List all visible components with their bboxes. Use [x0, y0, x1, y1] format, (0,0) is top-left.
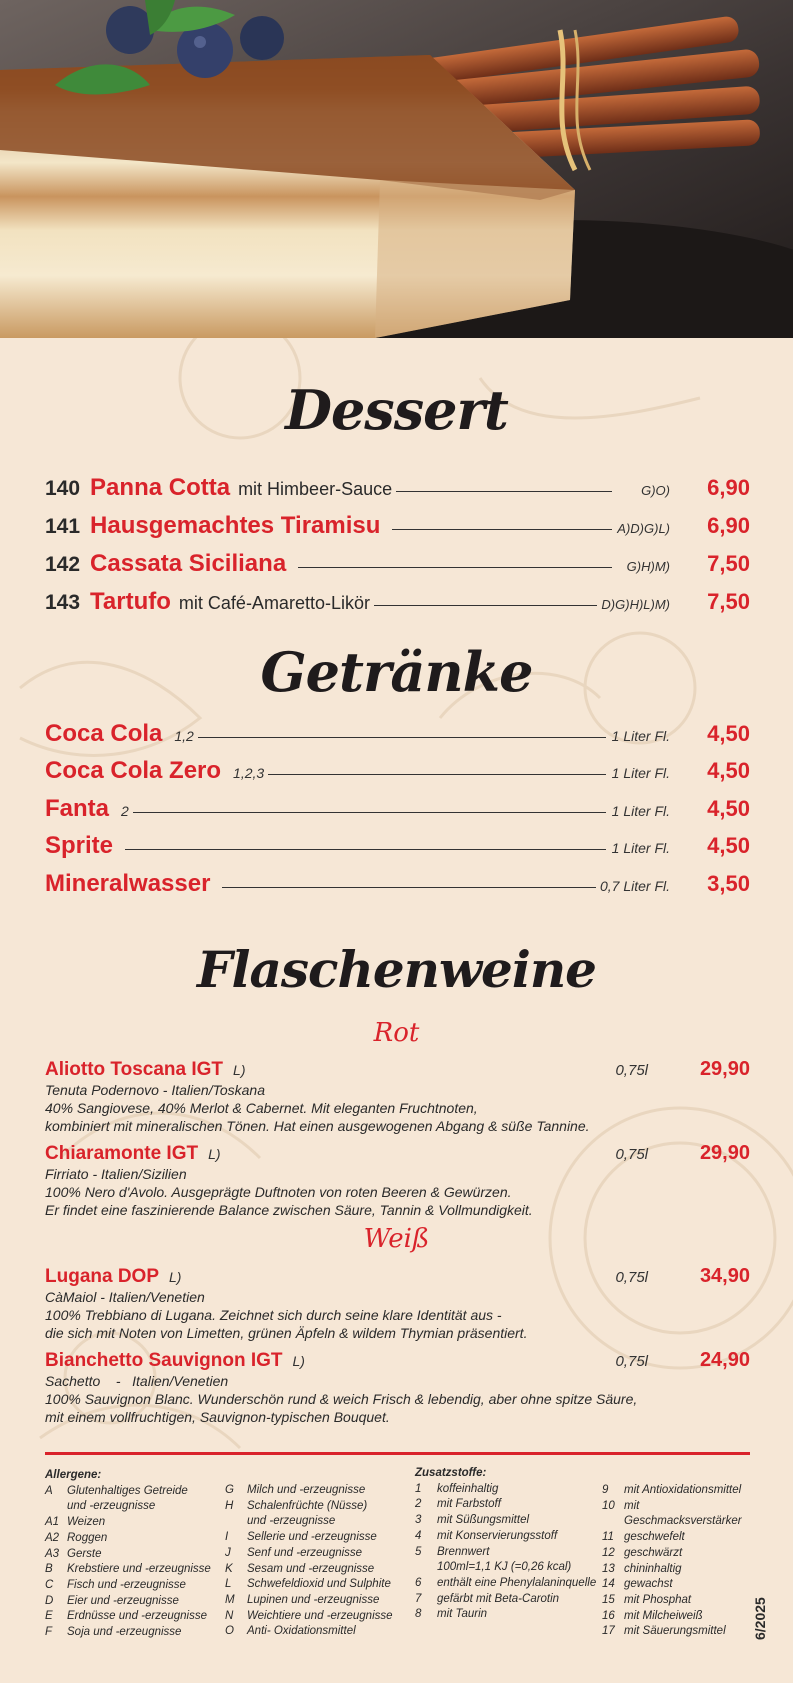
wine-volume: 0,75l	[615, 1062, 648, 1079]
additive-codes: 1,2,3	[233, 765, 265, 781]
legend-text: Senf und -erzeugnisse	[247, 1546, 363, 1559]
leader-line	[396, 491, 612, 492]
legend-item	[45, 1484, 220, 1500]
legend-text: Weizen	[67, 1516, 106, 1529]
item-name: Cassata Siciliana	[90, 550, 287, 577]
drink-row	[45, 870, 750, 902]
legend-code: A3	[45, 1547, 60, 1560]
wine-entry	[45, 1349, 750, 1426]
legend-item	[225, 1546, 405, 1562]
drinks-title: Getränke	[260, 640, 533, 704]
wines-title: Flaschenweine	[196, 940, 596, 999]
leader-line	[392, 529, 612, 530]
allergen-codes: L)	[169, 1269, 182, 1285]
legend-code: 5	[415, 1545, 422, 1558]
wine-description: 100% Sauvignon Blanc. Wunderschön rund & weich Frisch & lebendig, aber ohne spitze Säure,	[45, 1391, 638, 1407]
legend-text: mit Konservierungsstoff	[437, 1529, 558, 1542]
legend-text: Lupinen und -erzeugnisse	[247, 1593, 380, 1606]
legend-text: Schwefeldioxid und Sulphite	[247, 1578, 391, 1591]
legend-item	[45, 1547, 220, 1563]
item-volume: 1 Liter Fl.	[611, 840, 670, 856]
allergen-codes: G)O)	[641, 483, 670, 498]
legend-code: 2	[415, 1498, 422, 1511]
dessert-row	[45, 550, 750, 582]
legend-text: geschwefelt	[624, 1531, 685, 1544]
legend-text: Weichtiere und -erzeugnisse	[247, 1609, 393, 1622]
item-name: Tartufo	[90, 588, 171, 615]
legend-item	[45, 1625, 220, 1641]
red-wine-subtitle: Rot	[373, 1018, 420, 1048]
wine-price: 29,90	[699, 1058, 750, 1080]
legend-text: mit Farbstoff	[437, 1498, 501, 1511]
legend-text: mit Milcheiweiß	[624, 1609, 703, 1622]
legend-text: enthält eine Phenylalaninquelle	[437, 1576, 597, 1589]
legend-item	[225, 1593, 405, 1609]
legend-item	[45, 1609, 220, 1625]
legend-item	[415, 1607, 605, 1623]
legend-code: L	[225, 1578, 232, 1591]
allergens-title: Allergene:	[45, 1469, 102, 1481]
wine-producer: Sachetto - Italien/Venetien	[45, 1373, 229, 1389]
allergen-codes: G)H)M)	[626, 559, 670, 574]
additive-codes: 1,2	[174, 728, 194, 744]
legend-item	[415, 1560, 605, 1576]
dessert-title: Dessert	[285, 378, 508, 442]
legend-text: mit Säuerungsmittel	[624, 1625, 726, 1638]
legend-text: 100ml=1,1 KJ (=0,26 kcal)	[437, 1561, 572, 1574]
wine-name: Lugana DOP	[45, 1266, 160, 1287]
wine-price: 34,90	[699, 1265, 750, 1287]
legend-code: 7	[415, 1592, 422, 1605]
wine-producer: CàMaiol - Italien/Venetien	[45, 1289, 205, 1305]
item-description: mit Café-Amaretto-Likör	[178, 593, 370, 613]
legend-item	[602, 1562, 752, 1578]
legend-text: Gerste	[67, 1547, 102, 1560]
additives-legend-col2	[602, 1483, 752, 1640]
legend-text: mit Taurin	[437, 1608, 488, 1621]
item-name: Coca Cola Zero	[45, 757, 222, 784]
item-price: 4,50	[707, 796, 750, 821]
legend-code	[45, 1499, 67, 1515]
wine-name: Aliotto Toscana IGT	[45, 1059, 224, 1080]
leader-line	[222, 887, 596, 888]
wine-producer: Firriato - Italien/Sizilien	[45, 1166, 187, 1182]
item-price: 4,50	[707, 758, 750, 783]
legend-text: Sellerie und -erzeugnisse	[247, 1531, 377, 1544]
legend-text: und -erzeugnisse	[247, 1515, 336, 1528]
legend-code: 12	[602, 1546, 615, 1559]
item-number: 142	[45, 553, 81, 576]
wine-description: kombiniert mit mineralischen Tönen. Hat einen ausgewogenen Abgang & süße Tannine.	[45, 1118, 590, 1134]
item-volume: 0,7 Liter Fl.	[599, 878, 670, 894]
legend-text: chininhaltig	[624, 1562, 682, 1575]
legend-text: geschwärzt	[624, 1546, 683, 1559]
white-wine-subtitle: Weiß	[363, 1224, 430, 1254]
legend-code: 11	[602, 1531, 614, 1544]
drink-row	[45, 795, 750, 827]
allergen-codes: L)	[208, 1146, 221, 1162]
item-name: Panna Cotta	[90, 474, 231, 501]
legend-item	[45, 1578, 220, 1594]
legend-item	[415, 1545, 605, 1561]
allergens-legend-col1	[45, 1468, 220, 1641]
leader-line	[125, 849, 606, 850]
legend-code: E	[45, 1610, 53, 1623]
allergen-codes: L)	[233, 1062, 246, 1078]
legend-item	[415, 1513, 605, 1529]
dessert-row	[45, 474, 750, 506]
legend-text: und -erzeugnisse	[67, 1500, 156, 1513]
legend-item	[602, 1593, 752, 1609]
wine-name: Chiaramonte IGT	[45, 1143, 199, 1164]
legend-code: 8	[415, 1608, 422, 1621]
legend-code: K	[225, 1562, 233, 1575]
leader-line	[298, 567, 612, 568]
legend-code: A	[45, 1484, 53, 1497]
legend-item	[602, 1577, 752, 1593]
legend-item	[225, 1483, 405, 1499]
dessert-row	[45, 588, 750, 620]
item-number: 140	[45, 477, 81, 500]
legend-code: J	[225, 1546, 231, 1559]
allergen-codes: L)	[292, 1353, 305, 1369]
drink-row	[45, 832, 750, 864]
legend-item	[45, 1594, 220, 1610]
wine-description: 100% Nero d'Avolo. Ausgeprägte Duftnoten von roten Beeren & Gewürzen.	[45, 1184, 512, 1200]
legend-item	[45, 1562, 220, 1578]
dessert-row	[45, 512, 750, 544]
legend-code: 16	[602, 1609, 615, 1622]
legend-text: Schalenfrüchte (Nüsse)	[247, 1499, 368, 1512]
legend-text: Anti- Oxidationsmittel	[247, 1625, 356, 1638]
legend-code: 4	[415, 1529, 422, 1542]
item-price: 3,50	[707, 871, 750, 896]
item-price: 6,90	[707, 513, 750, 538]
wine-entry	[45, 1265, 750, 1342]
tiramisu-photo-illustration	[0, 0, 793, 338]
legend-item	[415, 1529, 605, 1545]
legend-code: O	[225, 1625, 234, 1638]
legend-item	[225, 1624, 405, 1640]
wine-description: die sich mit Noten von Limetten, grünen Äpfeln & wildem Thymian präsentiert.	[45, 1325, 528, 1341]
item-price: 4,50	[707, 721, 750, 746]
legend-item	[45, 1515, 220, 1531]
item-price: 7,50	[707, 589, 750, 614]
legend-text: Krebstiere und -erzeugnisse	[67, 1563, 211, 1576]
legend-text: Glutenhaltiges Getreide	[67, 1484, 188, 1497]
legend-text: Milch und -erzeugnisse	[247, 1484, 366, 1496]
item-number: 141	[45, 515, 81, 538]
wine-volume: 0,75l	[615, 1269, 648, 1286]
legend-item	[415, 1497, 605, 1513]
wine-entry	[45, 1058, 750, 1135]
legend-code: D	[45, 1594, 54, 1607]
item-number: 143	[45, 591, 81, 614]
legend-code: 14	[602, 1578, 615, 1591]
item-volume: 1 Liter Fl.	[611, 728, 670, 744]
legend-code: H	[225, 1499, 234, 1512]
wine-price: 29,90	[699, 1142, 750, 1164]
legend-text: Sesam und -erzeugnisse	[247, 1562, 375, 1575]
legend-code: 17	[602, 1625, 615, 1638]
legend-code: N	[225, 1609, 234, 1622]
legend-code: 1	[415, 1482, 422, 1495]
leader-line	[268, 774, 606, 775]
wine-description: Er findet eine faszinierende Balance zwischen Säure, Tannin & Vollmundigkeit.	[45, 1202, 533, 1218]
item-name: Mineralwasser	[45, 870, 211, 897]
legend-text: koffeinhaltig	[437, 1482, 499, 1495]
legend-item	[225, 1499, 405, 1515]
legend-text: Soja und -erzeugnisse	[67, 1626, 182, 1639]
legend-item	[45, 1531, 220, 1547]
legend-text: Eier und -erzeugnisse	[67, 1594, 179, 1607]
legend-text: Fisch und -erzeugnisse	[67, 1578, 186, 1591]
legend-item	[415, 1482, 605, 1498]
legend-item	[225, 1562, 405, 1578]
legend-code: 13	[602, 1562, 615, 1575]
legend-item	[602, 1499, 752, 1530]
leader-line	[133, 812, 606, 813]
legend-item	[225, 1577, 405, 1593]
legend-code: A1	[45, 1516, 60, 1529]
divider-rule	[45, 1452, 750, 1455]
item-name: Fanta	[45, 795, 110, 822]
item-name: Coca Cola	[45, 720, 163, 747]
legend-text: mit Antioxidationsmittel	[624, 1484, 742, 1496]
legend-code: B	[45, 1563, 53, 1576]
additive-codes: 2	[121, 803, 129, 819]
wine-volume: 0,75l	[615, 1146, 648, 1163]
legend-item	[225, 1609, 405, 1625]
item-name: Sprite	[45, 832, 114, 859]
legend-text: mit Geschmacksverstärker	[624, 1499, 742, 1528]
legend-code: M	[225, 1593, 235, 1606]
allergen-codes: A)D)G)L)	[617, 521, 670, 536]
legend-code: F	[45, 1626, 53, 1639]
item-volume: 1 Liter Fl.	[611, 765, 670, 781]
allergens-legend-col2	[225, 1483, 405, 1640]
legend-code	[225, 1514, 247, 1530]
legend-code: I	[225, 1531, 229, 1544]
wine-name: Bianchetto Sauvignon IGT	[45, 1350, 283, 1371]
legend-item	[602, 1609, 752, 1625]
item-price: 4,50	[707, 833, 750, 858]
legend-item	[225, 1530, 405, 1546]
allergen-codes: D)G)H)L)M)	[601, 597, 670, 612]
wine-producer: Tenuta Podernovo - Italien/Toskana	[45, 1082, 266, 1098]
wine-price: 24,90	[699, 1349, 750, 1371]
legend-item	[415, 1576, 605, 1592]
legend-item	[602, 1530, 752, 1546]
legend-code: 15	[602, 1593, 615, 1606]
item-description: mit Himbeer-Sauce	[238, 479, 393, 499]
legend-text: gewachst	[624, 1578, 673, 1591]
legend-code: 10	[602, 1499, 615, 1512]
legend-code: 6	[415, 1576, 422, 1589]
legend-item	[225, 1514, 405, 1530]
item-price: 6,90	[707, 475, 750, 500]
item-volume: 1 Liter Fl.	[611, 803, 670, 819]
leader-line	[198, 737, 606, 738]
edition-date: 6/2025	[752, 1597, 768, 1640]
legend-code: G	[225, 1484, 234, 1496]
legend-item	[415, 1592, 605, 1608]
item-price: 7,50	[707, 551, 750, 576]
wine-description: 40% Sangiovese, 40% Merlot & Cabernet. Mit eleganten Fruchtnoten,	[45, 1100, 478, 1116]
wine-entry	[45, 1142, 750, 1219]
additives-legend-col1	[415, 1466, 605, 1623]
legend-item	[602, 1624, 752, 1640]
drink-row	[45, 757, 750, 789]
wine-description: 100% Trebbiano di Lugana. Zeichnet sich durch seine klare Identität aus -	[45, 1307, 502, 1323]
leader-line	[374, 605, 597, 606]
wine-volume: 0,75l	[615, 1353, 648, 1370]
legend-text: mit Phosphat	[624, 1593, 692, 1606]
item-name: Hausgemachtes Tiramisu	[90, 512, 381, 539]
legend-code	[415, 1560, 437, 1576]
legend-text: Roggen	[67, 1531, 108, 1544]
legend-item	[602, 1483, 752, 1499]
legend-item	[602, 1546, 752, 1562]
wine-description: mit einem vollfruchtigen, Sauvignon-typischen Bouquet.	[45, 1409, 390, 1425]
legend-code: 3	[415, 1514, 422, 1527]
drink-row	[45, 720, 750, 752]
legend-code: A2	[45, 1531, 60, 1544]
legend-text: mit Süßungsmittel	[437, 1514, 530, 1527]
additives-title: Zusatzstoffe:	[415, 1467, 487, 1479]
legend-text: gefärbt mit Beta-Carotin	[437, 1592, 560, 1605]
legend-text: Erdnüsse und -erzeugnisse	[67, 1610, 207, 1623]
legend-code: 9	[602, 1484, 609, 1496]
hero-photo	[0, 0, 793, 338]
legend-code: C	[45, 1578, 54, 1591]
legend-text: Brennwert	[437, 1545, 490, 1558]
legend-item	[45, 1499, 220, 1515]
